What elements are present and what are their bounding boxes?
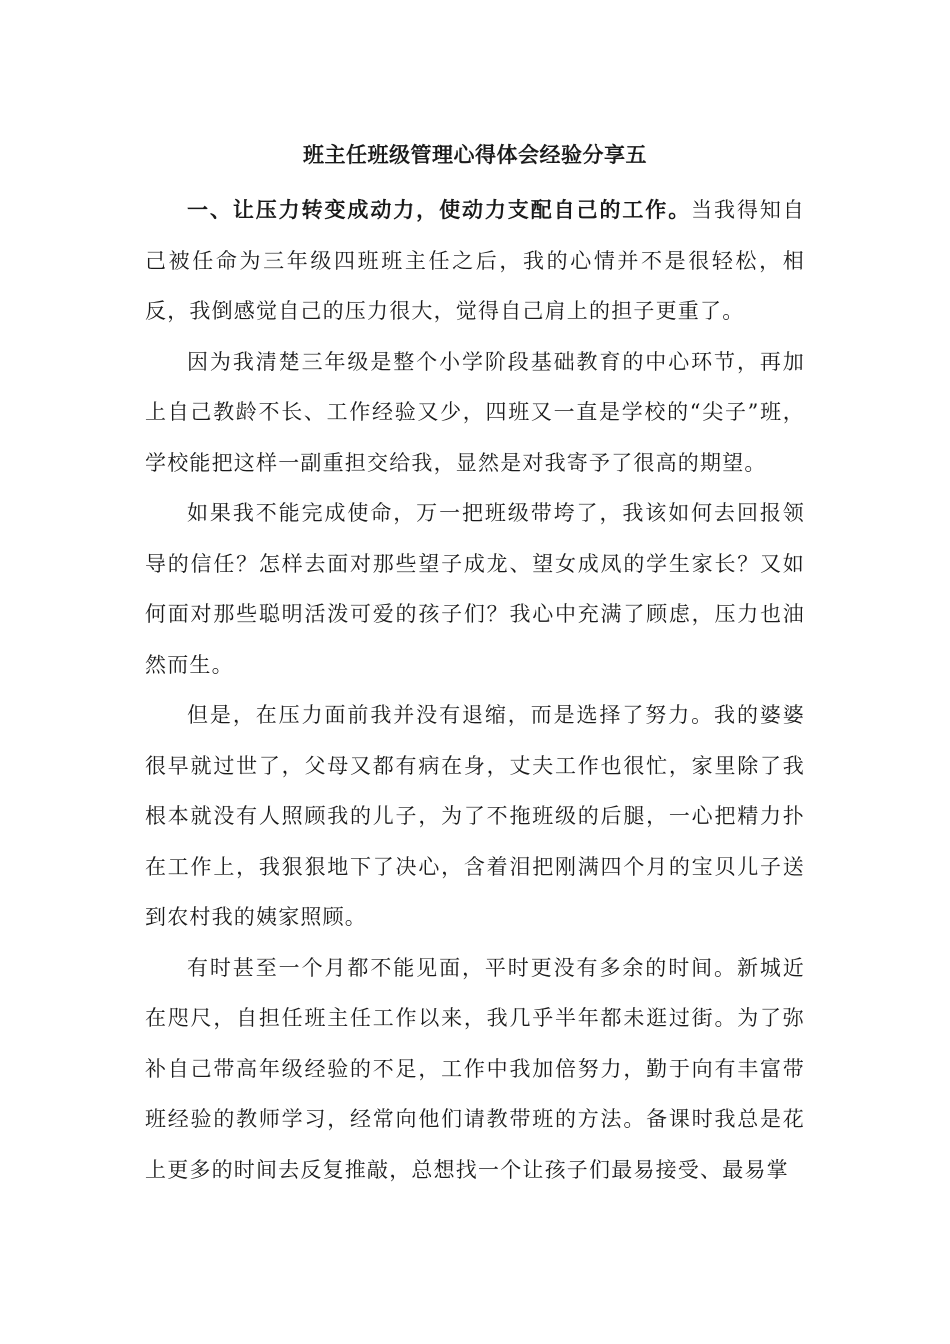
paragraph-4-text: 但是，在压力面前我并没有退缩，而是选择了努力。我的婆婆很早就过世了，父母又都有病在身，丈夫工作也很忙，家里除了我根本就没有人照顾我的儿子，为了不拖班级的后腿，一心把精力扑在工作上，我狠狠地下了决心，含着泪把刚满四个月的宝贝儿子送到农村我的姨家照顾。 <box>145 703 805 929</box>
document-title: 班主任班级管理心得体会经验分享五 <box>303 142 647 167</box>
paragraph-5 <box>145 943 805 1196</box>
paragraph-5-text: 有时甚至一个月都不能见面，平时更没有多余的时间。新城近在咫尺，自担任班主任工作以来，我几乎半年都未逛过街。为了弥补自己带高年级经验的不足，工作中我加倍努力，勤于向有丰富带班经验的教师学习，经常向他们请教带班的方法。备课时我总是花上更多的时间去反复推敲，总想找一个让孩子们最易接受、最易掌 <box>145 955 805 1182</box>
paragraph-1-text: 当我得知自己被任命为三年级四班班主任之后，我的心情并不是很轻松，相反，我倒感觉自己的压力很大，觉得自己肩上的担子更重了。 <box>145 198 806 323</box>
paragraph-1 <box>145 185 805 337</box>
paragraph-2 <box>145 337 805 489</box>
paragraph-1-lead: 一、让压力转变成动力，使动力支配自己的工作。 <box>187 197 692 222</box>
paragraph-2-text: 因为我清楚三年级是整个小学阶段基础教育的中心环节，再加上自己教龄不长、工作经验又少，四班又一直是学校的“尖子”班，学校能把这样一副重担交给我，显然是对我寄予了很高的期望。 <box>145 349 805 475</box>
document-body <box>145 185 805 1195</box>
paragraph-3 <box>145 488 805 690</box>
paragraph-4 <box>145 690 805 943</box>
paragraph-3-text: 如果我不能完成使命，万一把班级带垮了，我该如何去回报领导的信任？怎样去面对那些望子成龙、望女成凤的学生家长？又如何面对那些聪明活泼可爱的孩子们？我心中充满了顾虑，压力也油然而生。 <box>145 501 805 677</box>
